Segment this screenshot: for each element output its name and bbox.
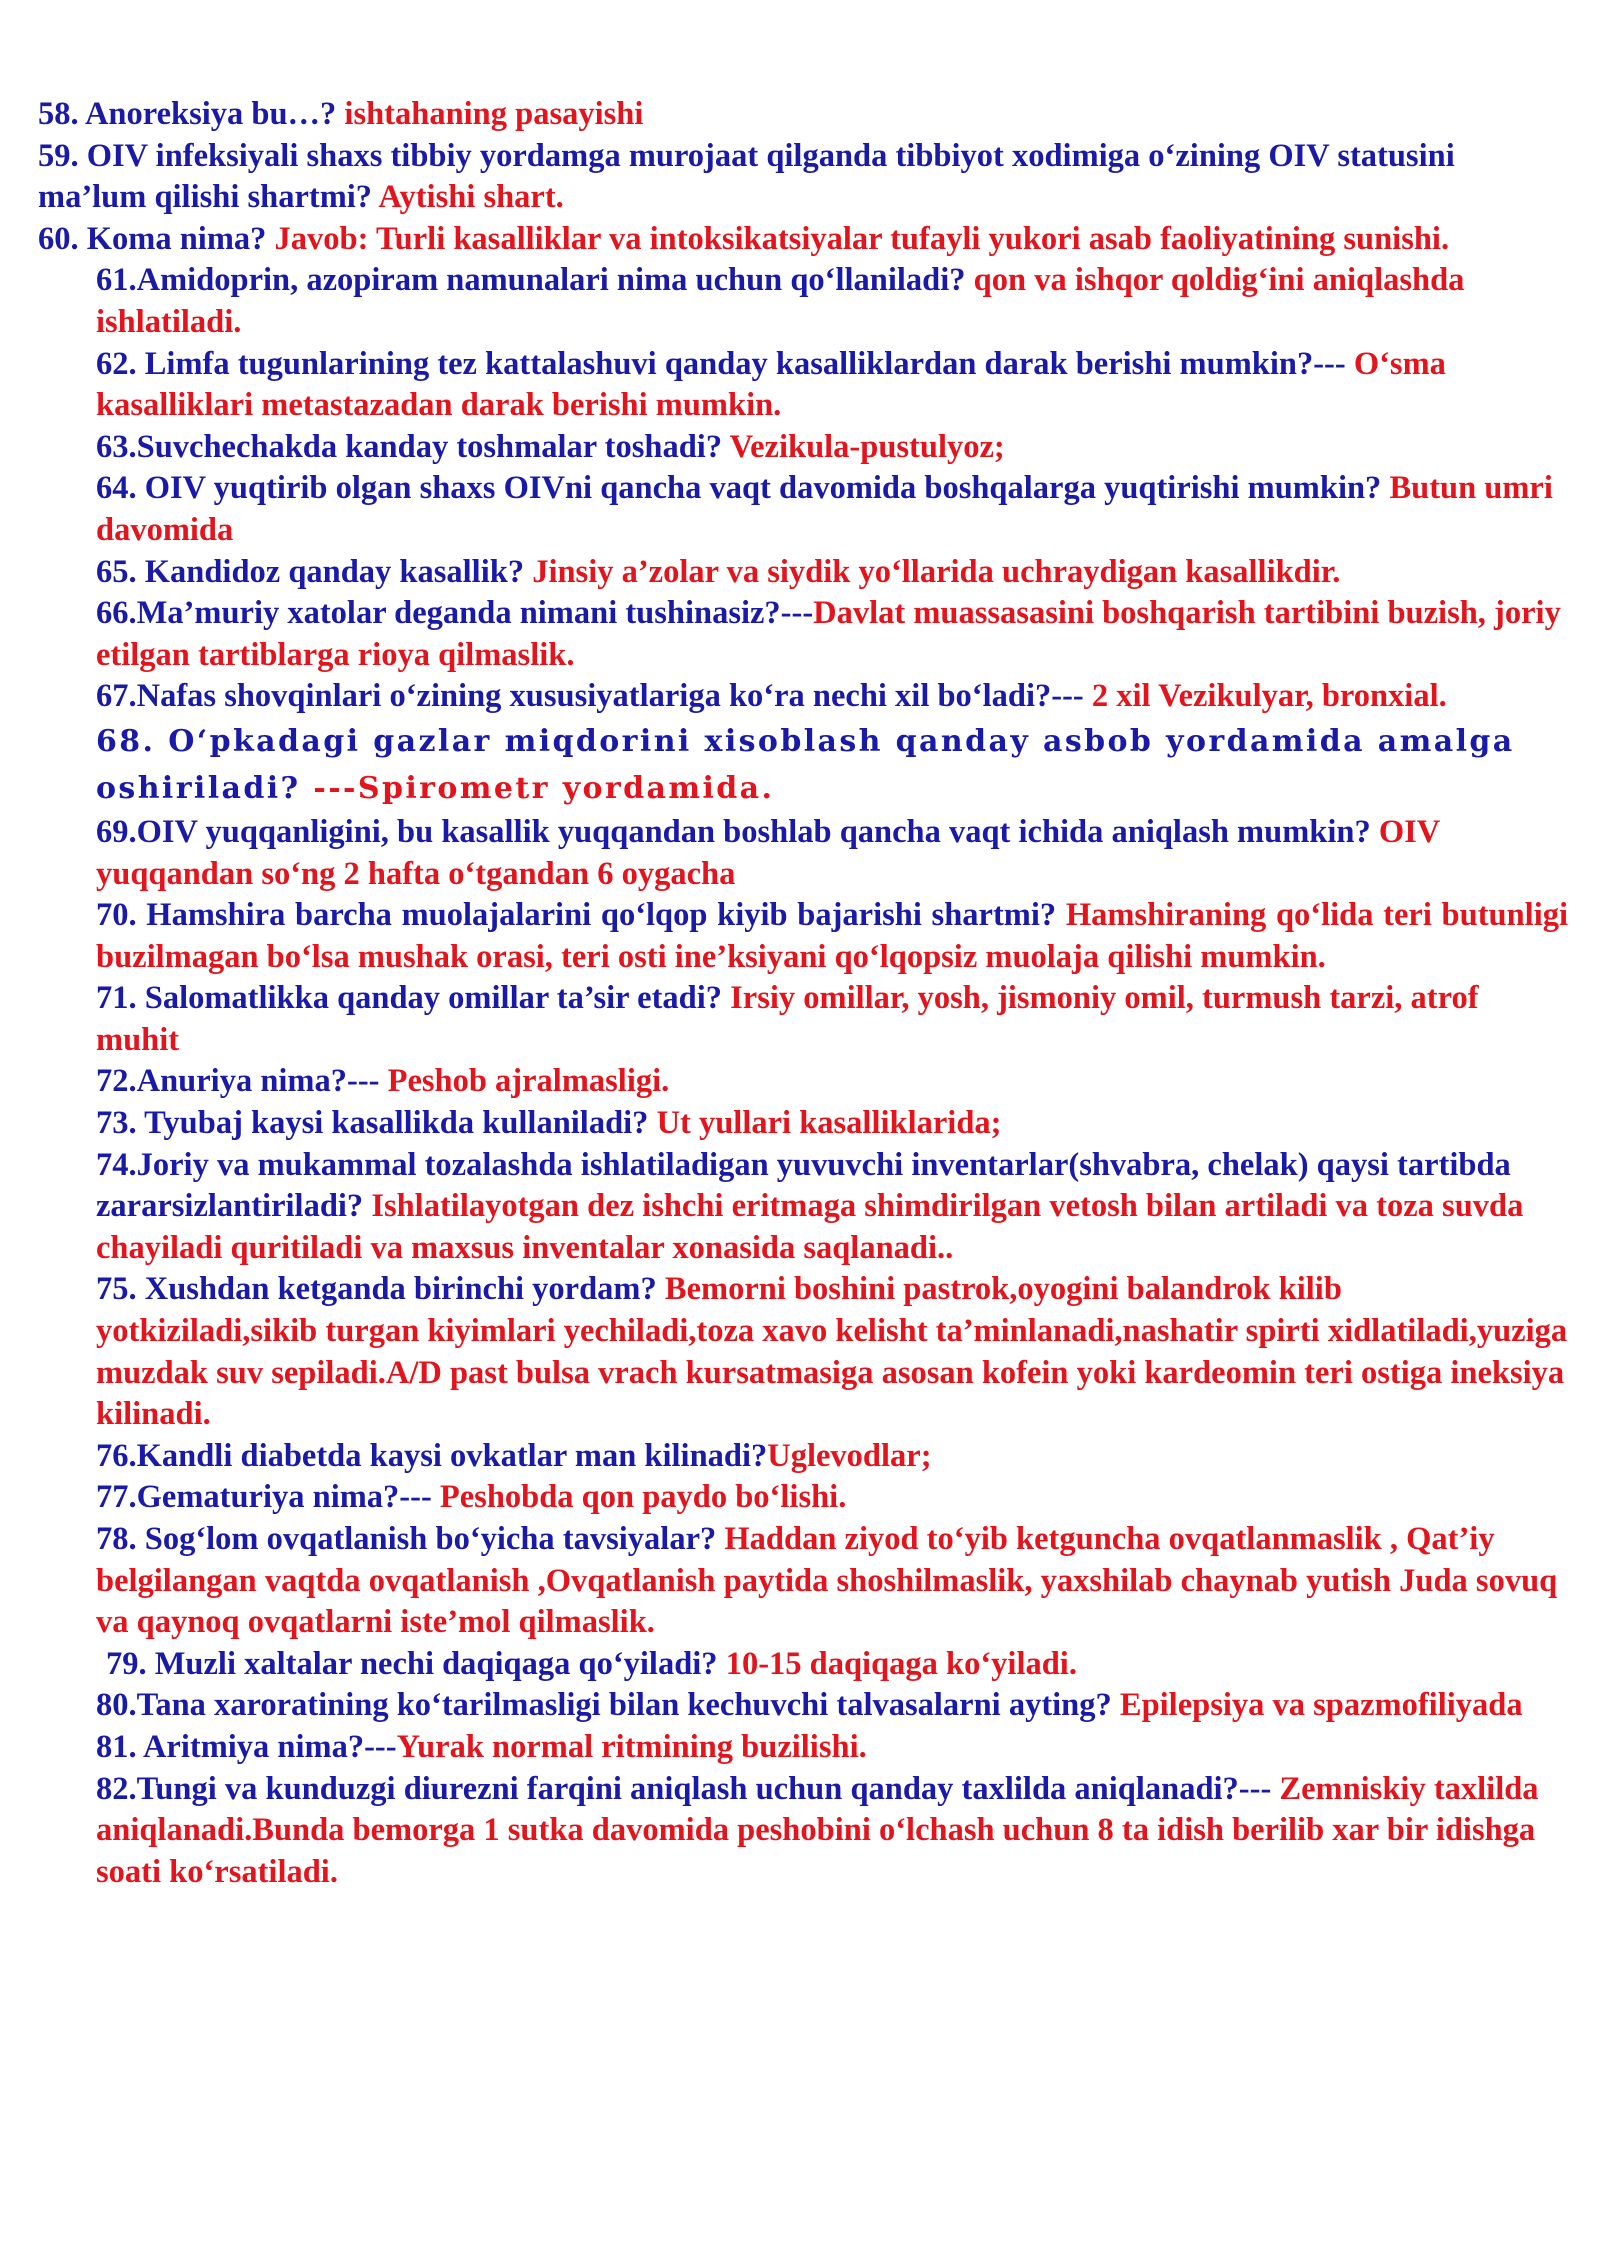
question-text: 75. Xushdan ketganda birinchi yordam? — [96, 1271, 665, 1308]
question-text: 79. Muzli xaltalar nechi daqiqaga qo‘yiladi? — [106, 1645, 726, 1682]
answer-text: ---Spirometr yordamida. — [313, 770, 775, 806]
answer-text: Uglevodlar; — [767, 1437, 932, 1474]
question-text: 68. O‘pkadagi gazlar miqdorini xisoblash qanday asbob yordamida amalga oshiriladi? — [96, 723, 1515, 806]
question-text: 58. Anoreksiya bu…? — [38, 96, 345, 132]
question-text: 67.Nafas shovqinlari o‘zining xususiyatlariga ko‘ra nechi xil bo‘ladi?--- — [96, 678, 1092, 715]
answer-text: Butun umri davomida — [96, 470, 1553, 548]
qa-item-62 — [96, 344, 1568, 427]
answer-text: Vezikula-pustulyoz; — [729, 428, 1005, 465]
question-text: 73. Tyubaj kaysi kasallikda kullaniladi? — [96, 1105, 657, 1142]
qa-item-63 — [96, 427, 1568, 469]
answer-text: Davlat muassasasini boshqarish tartibini buzish, joriy etilgan tartiblarga rioya qilmaslik. — [96, 595, 1561, 673]
qa-item-71 — [96, 978, 1568, 1061]
question-text: 69.OIV yuqqanligini, bu kasallik yuqqandan boshlab qancha vaqt ichida aniqlash mumkin? — [96, 813, 1379, 850]
question-text: 63.Suvchechakda kanday toshmalar toshadi? — [96, 428, 730, 465]
question-text: 64. OIV yuqtirib olgan shaxs OIVni qancha vaqt davomida boshqalarga yuqtirishi mumkin? — [96, 470, 1390, 507]
question-text: 62. Limfa tugunlarining tez kattalashuvi qanday kasalliklardan darak berishi mumkin?--- — [96, 345, 1354, 382]
answer-text: O‘sma kasalliklari metastazadan darak berishi mumkin. — [96, 345, 1446, 424]
qa-item-77 — [96, 1477, 1568, 1519]
qa-item-78 — [96, 1519, 1568, 1644]
answer-text: OIV yuqqandan so‘ng 2 hafta o‘tgandan 6 oygacha — [96, 813, 1440, 892]
answer-text: Haddan ziyod to‘yib ketguncha ovqatlanmaslik , Qat’iy belgilangan vaqtda ovqatlanish ,Ovqatlanish paytida shoshilmaslik, yaxshilab chaynab yutish Juda sovuq va qaynoq ovqatlarni iste’mol qilmaslik. — [96, 1521, 1558, 1641]
qa-item-68 — [96, 718, 1568, 812]
qa-item-58 — [38, 94, 1568, 136]
answer-text: 10-15 daqiqaga ko‘yiladi. — [725, 1645, 1077, 1682]
qa-item-67 — [96, 676, 1568, 718]
qa-item-61 — [96, 260, 1568, 343]
answer-text: Bemorni boshini pastrok,oyogini balandrok kilib yotkiziladi,sikib turgan kiyimlari yechiladi,toza xavo kelisht ta’minlanadi,nashatir spirti xidlatiladi,yuziga muzdak suv sepiladi.A/D past bulsa vrach kursatmasiga asosan kofein yoki kardeomin teri ostiga ineksiya kilinadi. — [96, 1271, 1568, 1433]
qa-item-76 — [96, 1436, 1568, 1478]
answer-text: Zemniskiy taxlilda aniqlanadi.Bunda bemorga 1 sutka davomida peshobini o‘lchash uchun 8 ta idish berilib xar bir idishga soati ko‘rsatiladi. — [96, 1770, 1539, 1890]
answer-text: Yurak normal ritmining buzilishi. — [396, 1728, 867, 1765]
answer-text: Jinsiy a’zolar va siydik yo‘llarida uchraydigan kasallikdir. — [532, 553, 1341, 590]
question-text: 74.Joriy va mukammal tozalashda ishlatiladigan yuvuvchi inventarlar(shvabra, chelak) qaysi tartibda zararsizlantiriladi? — [96, 1146, 1511, 1225]
document-page — [38, 94, 1568, 1893]
answer-text: Hamshiraning qo‘lida teri butunligi buzilmagan bo‘lsa mushak orasi, teri osti ine’ksiyani qo‘lqopsiz muolaja qilishi mumkin. — [96, 897, 1569, 975]
qa-item-79 — [106, 1644, 1568, 1686]
answer-text: Irsiy omillar, yosh, jismoniy omil, turmush tarzi, atrof muhit — [96, 980, 1479, 1058]
question-text: 82.Tungi va kunduzgi diurezni farqini aniqlash uchun qanday taxlilda aniqlanadi?--- — [96, 1770, 1280, 1807]
answer-text: Epilepsiya va spazmofiliyada — [1119, 1687, 1523, 1724]
answer-text: qon va ishqor qoldig‘ini aniqlashda ishlatiladi. — [96, 262, 1465, 340]
qa-item-70 — [96, 895, 1568, 978]
question-text: 81. Aritmiya nima?--- — [96, 1728, 397, 1765]
qa-item-82 — [96, 1769, 1568, 1894]
qa-item-69 — [96, 812, 1568, 895]
question-text: 80.Tana xaroratining ko‘tarilmasligi bilan kechuvchi talvasalarni ayting? — [96, 1687, 1120, 1724]
qa-item-81 — [96, 1727, 1568, 1769]
qa-item-74 — [96, 1145, 1568, 1270]
answer-text: Ut yullari kasalliklarida; — [656, 1105, 1002, 1142]
qa-item-59 — [38, 136, 1568, 219]
qa-item-73 — [96, 1103, 1568, 1145]
question-text: 77.Gematuriya nima?--- — [96, 1479, 440, 1516]
qa-item-60 — [38, 219, 1568, 261]
qa-item-66 — [96, 593, 1568, 676]
answer-text: Javob: Turli kasalliklar va intoksikatsiyalar tufayli yukori asab faoliyatining sunishi. — [274, 220, 1450, 257]
answer-text: ishtahaning pasayishi — [344, 96, 644, 132]
question-text: 66.Ma’muriy xatolar deganda nimani tushinasiz?--- — [96, 595, 814, 632]
answer-text: Peshob ajralmasligi. — [387, 1063, 670, 1100]
question-text: 72.Anuriya nima?--- — [96, 1063, 388, 1100]
question-text: 59. OIV infeksiyali shaxs tibbiy yordamga murojaat qilganda tibbiyot xodimiga o‘zining OIV statusini ma’lum qilishi shartmi? — [38, 137, 1455, 216]
answer-text: 2 xil Vezikulyar, bronxial. — [1091, 678, 1447, 715]
qa-item-65 — [96, 552, 1568, 594]
qa-item-80 — [96, 1685, 1568, 1727]
qa-item-75 — [96, 1269, 1568, 1435]
question-text: 60. Koma nima? — [38, 220, 275, 257]
qa-item-64 — [96, 468, 1568, 551]
question-text: 78. Sog‘lom ovqatlanish bo‘yicha tavsiyalar? — [96, 1521, 725, 1557]
question-text: 70. Hamshira barcha muolajalarini qo‘lqop kiyib bajarishi shartmi? — [96, 897, 1066, 934]
answer-text: Ishlatilayotgan dez ishchi eritmaga shimdirilgan vetosh bilan artiladi va toza suvda chayiladi quritiladi va maxsus inventalar xonasida saqlanadi.. — [96, 1188, 1524, 1266]
answer-text: Peshobda qon paydo bo‘lishi. — [439, 1479, 847, 1516]
question-text: 61.Amidoprin, azopiram namunalari nima uchun qo‘llaniladi? — [96, 262, 974, 299]
answer-text: Aytishi shart. — [378, 179, 564, 216]
qa-item-72 — [96, 1061, 1568, 1103]
question-text: 76.Kandli diabetda kaysi ovkatlar man kilinadi? — [96, 1437, 768, 1474]
question-text: 71. Salomatlikka qanday omillar ta’sir etadi? — [96, 980, 731, 1017]
question-text: 65. Kandidoz qanday kasallik? — [96, 553, 533, 590]
